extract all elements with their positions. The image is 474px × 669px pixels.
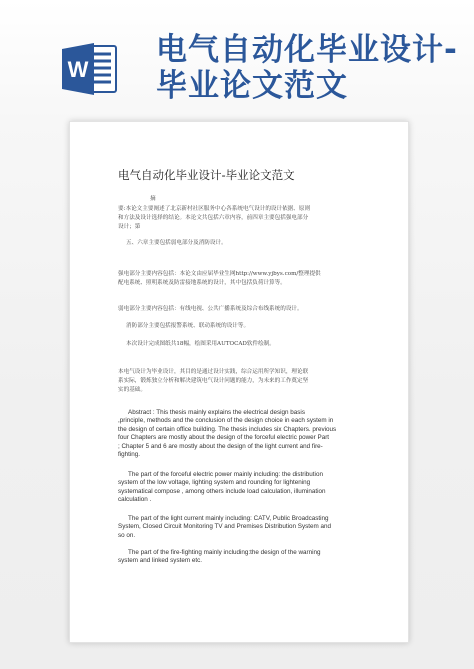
cn-p7-line: 实的基础。 <box>118 387 146 394</box>
en-abstract-line: ,principle, methods and the conclusion of the design choice in each system in <box>118 417 334 425</box>
header-title <box>156 32 466 104</box>
cn-paragraph-6: 本次设计完成图纸共18幅，绘图采用AUTOCAD软件绘制。 <box>126 341 275 347</box>
en-p3-line: so on. <box>118 531 136 539</box>
en-p4-line: system and linked system etc. <box>118 557 202 565</box>
en-p2-line: system of the low voltage, lighting system and rounding for lightening <box>118 479 311 487</box>
en-abstract-line: Abstract : This thesis mainly explains the electrical design basis <box>128 409 305 416</box>
en-p3-line: The part of the light current mainly including: CATV, Public Broadcasting <box>128 515 329 522</box>
en-abstract <box>118 409 372 459</box>
en-p2-line: systematical compose , among others include load calculation, illumination <box>118 487 326 495</box>
en-abstract-line: the design of certain office building. The thesis includes six Chapters. previous <box>118 425 337 433</box>
en-p2-line: The part of the forceful electric power mainly including: the distribution <box>128 471 323 478</box>
cn-abstract-line: 设计；第 <box>118 224 141 231</box>
word-icon <box>60 40 118 98</box>
cn-p3-line: 强电部分主要内容包括：本论文由应届毕业生网http://www.yjbys.com/整理提供 <box>118 271 321 277</box>
en-p3-line: System, Closed Circuit Monitoring TV and Premises Distribution System and <box>118 523 332 531</box>
cn-abstract-line: 要:本论文主要阐述了北京新村社区服务中心各系统电气设计的设计依据、原则 <box>118 206 311 212</box>
document-page <box>69 121 409 643</box>
cn-paragraph-7 <box>118 368 370 396</box>
en-p2-line: calculation . <box>118 496 152 504</box>
document-title: 电气自动化毕业设计-毕业论文范文 <box>118 168 295 182</box>
en-paragraph-2 <box>118 471 372 505</box>
header-title-line2: 毕业论文范文 <box>156 68 348 104</box>
cn-abstract-line: 和方法及设计选择的结论。本论文共包括六章内容，前四章主要包括强电部分 <box>118 215 309 222</box>
en-paragraph-4 <box>118 549 372 566</box>
cn-paragraph-2: 五、六章主要包括弱电部分及消防设计。 <box>126 240 227 246</box>
en-abstract-line: ; Chapter 5 and 6 are mostly about the design of the light current and fire- <box>118 442 323 450</box>
header-title-line1: 电气自动化毕业设计- <box>156 32 458 68</box>
cn-p3-line: 配电系统、照明系统及防雷接地系统的设计，其中包括负荷计算等。 <box>118 280 286 287</box>
cn-p7-line: 系实际，锻炼独立分析和解决建筑电气设计问题的能力，为未来的工作奠定坚 <box>118 378 309 385</box>
cn-paragraph-4: 弱电部分主要内容包括：有线电视、公共广播系统及综合布线系统的设计。 <box>118 306 303 312</box>
abstract-heading: 摘 <box>150 196 156 202</box>
word-icon-letter: W <box>67 57 89 82</box>
cn-paragraph-3 <box>118 270 370 288</box>
cn-abstract <box>118 205 370 233</box>
en-p4-line: The part of the fire-fighting mainly including:the design of the warning <box>128 549 321 556</box>
en-abstract-line: fighting. <box>118 451 141 459</box>
en-abstract-line: four Chapters are mostly about the design of the forceful electric power Part <box>118 434 330 442</box>
en-paragraph-3 <box>118 515 372 540</box>
cn-p7-line: 本电气设计为毕业设计，其目的是通过设计实践，综合运用所学知识，理论联 <box>118 369 309 375</box>
cn-paragraph-5: 消防部分主要包括报警系统、联动系统的设计等。 <box>126 323 250 329</box>
